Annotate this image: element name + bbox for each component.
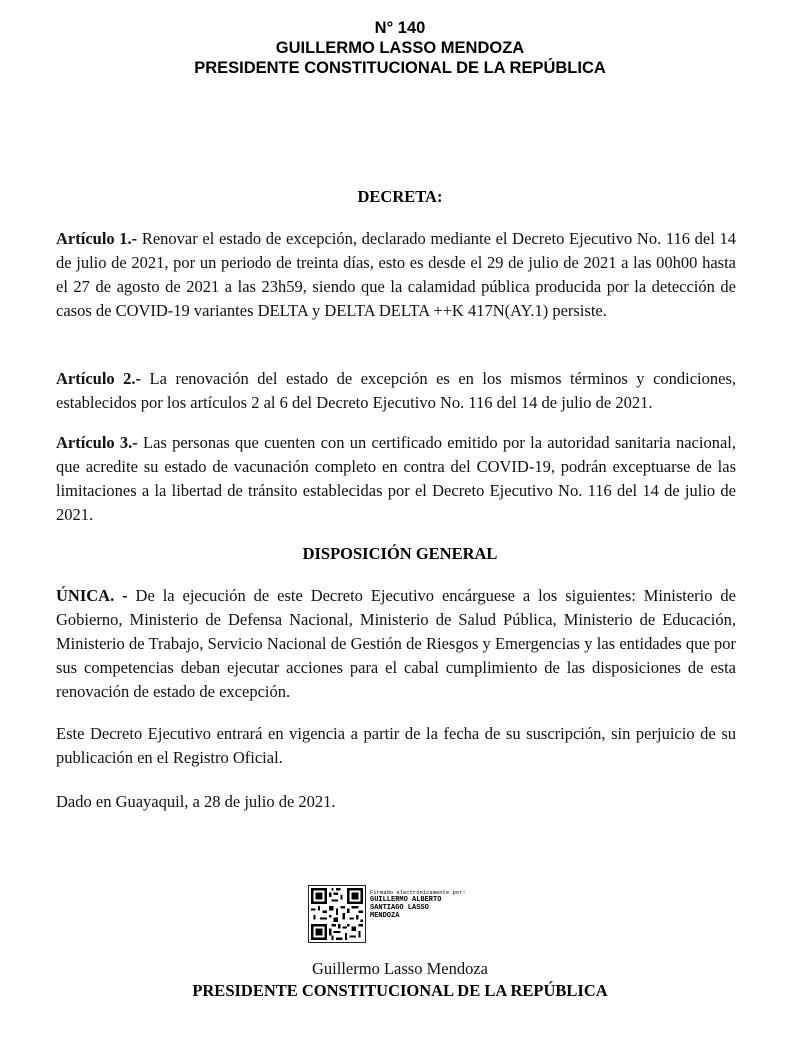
article-1: [56, 227, 736, 323]
vigencia-text: Este Decreto Ejecutivo entrará en vigencia a partir de la fecha de su suscripción, sin perjuicio de su publicación en el Registro Oficial.: [56, 724, 736, 767]
unica-disposicion: [56, 584, 736, 704]
vigencia-paragraph: [56, 722, 736, 770]
article-3-label: Artículo 3.-: [56, 433, 138, 452]
signer-name-line-2: SANTIAGO LASSO: [370, 904, 429, 912]
signature-text: [370, 889, 510, 920]
article-3: [56, 431, 736, 527]
footer-president-name: Guillermo Lasso Mendoza: [312, 959, 488, 978]
dado-text: Dado en Guayaquil, a 28 de julio de 2021.: [56, 792, 336, 811]
president-title-header: PRESIDENTE CONSTITUCIONAL DE LA REPÚBLICA: [194, 59, 606, 77]
article-1-text: Renovar el estado de excepción, declarado mediante el Decreto Ejecutivo No. 116 del 14 de julio de 2021, por un periodo de treinta días, esto es desde el 29 de julio de 2021 a las 00h00 hasta el 27 de agosto de 2021 a las 23h59, siendo que la calamidad pública producida por la detección de casos de COVID-19 variantes DELTA y DELTA DELTA ++K 417N(AY.1) persiste.: [56, 229, 736, 320]
president-name-header: GUILLERMO LASSO MENDOZA: [275, 39, 525, 57]
unica-text: De la ejecución de este Decreto Ejecutivo encárguese a los siguientes: Ministerio de Gobierno, Ministerio de Defensa Nacional, Ministerio de Salud Pública, Ministerio de Educación, Ministerio de Trabajo, Servicio Nacional de Gestión de Riesgos y Emergencias y las entidades que por sus competencias deban ejecutar acciones para el cabal cumplimiento de las disposiciones de esta renovación de estado de excepción.: [56, 586, 736, 701]
signed-by-label: Firmado electrónicamente por:: [370, 889, 466, 896]
article-2: [56, 367, 736, 415]
signer-name-line-3: MENDOZA: [370, 912, 400, 920]
article-3-text: Las personas que cuenten con un certificado emitido por la autoridad sanitaria nacional, que acredite su estado de vacunación completo en contra del COVID-19, podrán exceptuarse de las limitaciones a la libertad de tránsito establecidas por el Decreto Ejecutivo No. 116 del 14 de julio de 2021.: [56, 433, 736, 524]
decree-number: N° 140: [374, 19, 426, 37]
article-2-label: Artículo 2.-: [56, 369, 142, 388]
dado-paragraph: [56, 790, 736, 814]
unica-label: ÚNICA. -: [56, 586, 128, 605]
qr-code-icon: [308, 885, 366, 943]
article-1-label: Artículo 1.-: [56, 229, 138, 248]
footer-president-title: PRESIDENTE CONSTITUCIONAL DE LA REPÚBLICA: [192, 981, 608, 1000]
electronic-signature: [308, 885, 508, 943]
decreta-heading: DECRETA:: [357, 187, 443, 206]
document-header: [0, 18, 800, 78]
signer-name-line-1: GUILLERMO ALBERTO: [370, 896, 442, 904]
disposicion-heading: DISPOSICIÓN GENERAL: [302, 544, 498, 563]
article-2-text: La renovación del estado de excepción es en los mismos términos y condiciones, establecidos por los artículos 2 al 6 del Decreto Ejecutivo No. 116 del 14 de julio de 2021.: [56, 369, 737, 412]
